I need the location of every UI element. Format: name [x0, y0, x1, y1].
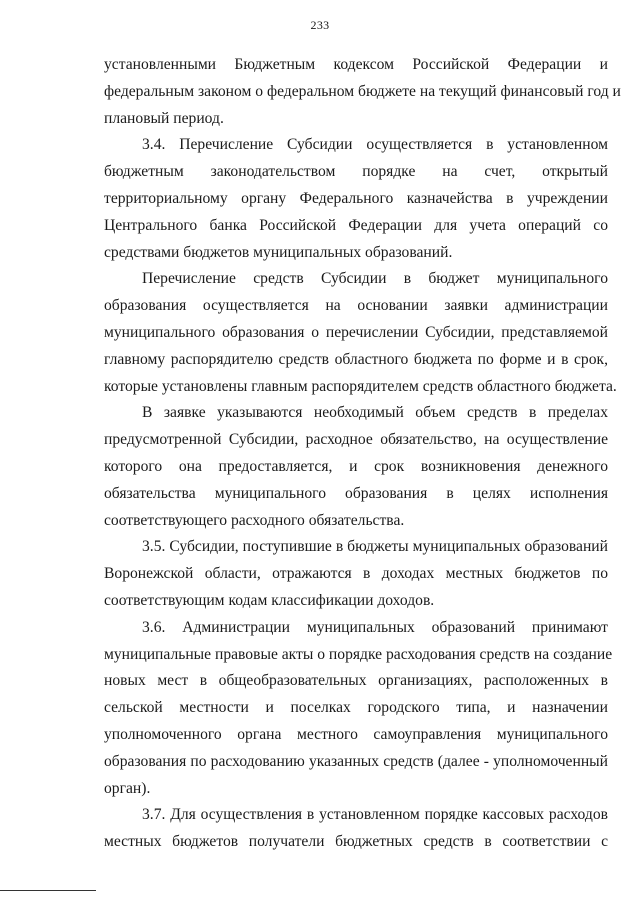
page-number: 233 — [310, 18, 330, 32]
text-line: которого она предоставляется, и срок возникновения денежного — [104, 457, 608, 475]
text-line: которые установлены главным распорядителем средств областного бюджета. — [104, 377, 617, 395]
text-line: соответствующего расходного обязательства. — [104, 511, 405, 529]
text-line: местных бюджетов получатели бюджетных средств в соответствии с — [104, 833, 608, 851]
text-line: обязательства муниципального образования в целях исполнения — [104, 484, 608, 502]
text-line: муниципальные правовые акты о порядке расходования средств на создание — [104, 645, 613, 663]
text-line: средствами бюджетов муниципальных образований. — [104, 243, 453, 261]
text-line: предусмотренной Субсидии, расходное обязательство, на осуществление — [104, 431, 608, 449]
text-line: уполномоченного органа местного самоуправления муниципального — [104, 725, 608, 743]
text-line: Перечисление средств Субсидии в бюджет муниципального — [142, 270, 608, 288]
text-line: новых мест в общеобразовательных организациях, расположенных в — [104, 672, 608, 690]
text-line: соответствующим кодам классификации доходов. — [104, 591, 435, 609]
text-line: орган). — [104, 779, 151, 797]
text-line: плановый период. — [104, 109, 224, 127]
text-line: образования осуществляется на основании заявки администрации — [104, 297, 608, 315]
text-line: 3.6. Администрации муниципальных образований принимают — [142, 618, 608, 636]
text-line: установленными Бюджетным кодексом Российской Федерации и — [104, 56, 608, 73]
text-line: бюджетным законодательством порядке на счет, открытый — [104, 163, 608, 181]
text-line: 3.4. Перечисление Субсидии осуществляется в установленном — [142, 136, 608, 154]
text-line: Воронежской области, отражаются в доходах местных бюджетов по — [104, 565, 608, 583]
text-line: федеральным законом о федеральном бюджете на текущий финансовый год и — [104, 82, 621, 100]
text-line: образования по расходованию указанных средств (далее - уполномоченный — [104, 752, 608, 770]
text-line: главному распорядителю средств областного бюджета по форме и в срок, — [104, 350, 608, 368]
text-line: 3.5. Субсидии, поступившие в бюджеты муниципальных образований — [142, 538, 608, 556]
text-line: муниципального образования о перечислении Субсидии, представляемой — [104, 323, 608, 341]
text-line: территориальному органу Федерального казначейства в учреждении — [104, 189, 608, 207]
text-line: сельской местности и поселках городского типа, и назначении — [104, 699, 608, 717]
document-body — [104, 52, 621, 856]
text-line: 3.7. Для осуществления в установленном порядке кассовых расходов — [142, 806, 608, 824]
text-line: В заявке указываются необходимый объем средств в пределах — [142, 404, 608, 422]
footer-rule — [0, 890, 96, 891]
text-line: Центрального банка Российской Федерации для учета операций со — [104, 216, 608, 234]
